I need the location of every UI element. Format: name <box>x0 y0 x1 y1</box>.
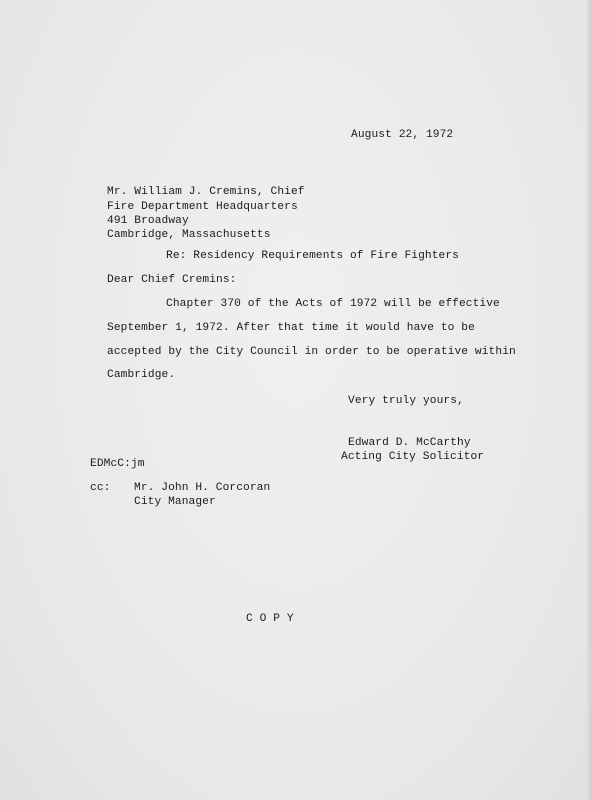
page-edge-shadow <box>586 0 592 800</box>
cc-title: City Manager <box>134 496 216 508</box>
subject-line: Re: Residency Requirements of Fire Fighters <box>166 250 459 262</box>
body-line-3: accepted by the City Council in order to be operative within <box>107 346 516 358</box>
signer-title: Acting City Solicitor <box>341 451 485 463</box>
copy-stamp: C O P Y <box>246 613 294 625</box>
recipient-street: 491 Broadway <box>107 215 189 227</box>
bleed-through-mark <box>300 612 308 638</box>
body-line-2: September 1, 1972. After that time it would have to be <box>107 322 475 334</box>
recipient-name: Mr. William J. Cremins, Chief <box>107 186 305 198</box>
recipient-department: Fire Department Headquarters <box>107 201 298 213</box>
letter-date: August 22, 1972 <box>351 129 454 141</box>
cc-name: Mr. John H. Corcoran <box>134 482 271 494</box>
salutation: Dear Chief Cremins: <box>107 274 237 286</box>
cc-label: cc: <box>90 482 111 494</box>
closing: Very truly yours, <box>348 395 464 407</box>
typist-initials: EDMcC:jm <box>90 458 145 470</box>
body-line-1: Chapter 370 of the Acts of 1972 will be effective <box>166 298 500 310</box>
recipient-city: Cambridge, Massachusetts <box>107 229 271 241</box>
signer-name: Edward D. McCarthy <box>348 437 471 449</box>
body-line-4: Cambridge. <box>107 369 176 381</box>
